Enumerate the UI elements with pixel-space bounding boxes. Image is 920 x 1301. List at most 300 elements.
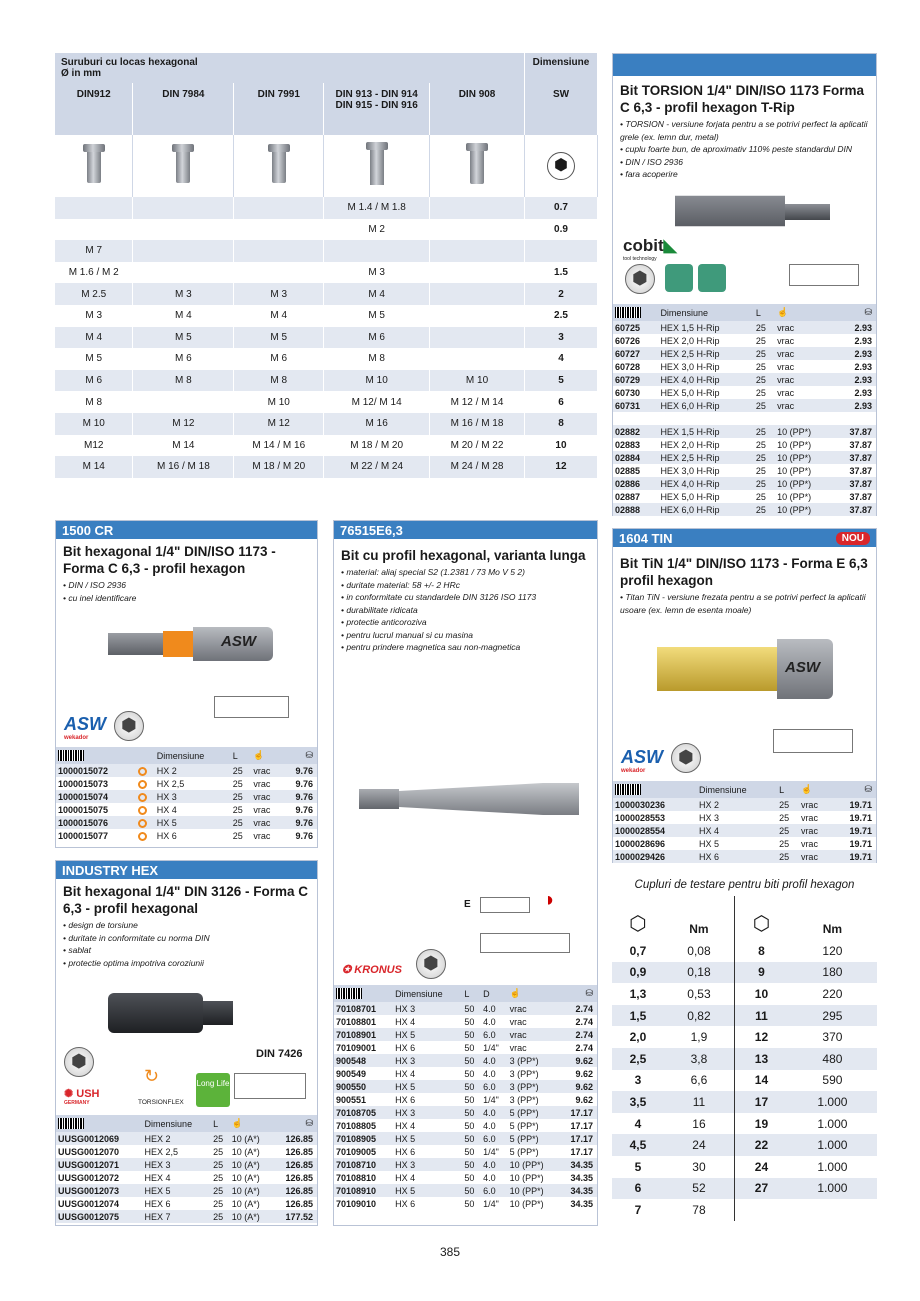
screw-cell: M 8: [324, 348, 430, 370]
product-code: 70109005: [336, 1146, 377, 1157]
product-cell: HX 3: [393, 1054, 462, 1067]
product-cell: 10 (PP*): [777, 465, 812, 476]
product-cell: 5 (PP*): [508, 1132, 559, 1145]
product-row: [56, 1197, 317, 1210]
product-code: 60728: [615, 361, 641, 372]
torque-size: 2,5: [612, 1048, 664, 1070]
product-cell: 6.0: [481, 1184, 507, 1197]
ush-logo: ✺ USH GERMANY: [64, 1088, 100, 1106]
product-row: [56, 790, 317, 803]
product-price: 9.76: [295, 830, 313, 841]
product-code: 70109010: [336, 1198, 377, 1209]
product-price: 2.93: [833, 347, 876, 360]
torque-value: 11: [664, 1091, 735, 1113]
product-code: 1000029426: [613, 850, 697, 863]
product-code: UUSG0012072: [58, 1172, 120, 1183]
product-cell: HX 5: [393, 1080, 462, 1093]
torque-unit-left: Nm: [689, 922, 709, 936]
product-code: 70108810: [336, 1172, 377, 1183]
product-row: [334, 1041, 597, 1054]
torsionflex-label: TORSIONFLEX: [138, 1099, 184, 1106]
screw-cell: M 8: [55, 391, 133, 413]
product-cell: 50: [462, 1002, 481, 1015]
dimension-header: Dimensiune: [143, 1115, 212, 1132]
screw-cell: M 16: [324, 413, 430, 435]
product-cell: HEX 2,5: [144, 1146, 179, 1157]
dimension-drawing: [773, 729, 853, 753]
product-cell: 50: [464, 1120, 475, 1131]
product-price: 17.17: [570, 1146, 593, 1157]
product-cell: HX 4: [395, 1172, 416, 1183]
product-cell: 25: [232, 830, 243, 841]
long-bullets: [334, 566, 597, 654]
product-cell: vrac: [775, 321, 833, 334]
product-cell: 25: [777, 798, 799, 811]
screw-cell: M 12/ M 14: [324, 391, 430, 413]
product-cell: HX 3: [393, 1002, 462, 1015]
torque-size: 0,9: [612, 962, 664, 984]
product-cell: vrac: [251, 764, 282, 777]
torque-size: 3,5: [612, 1091, 664, 1113]
bullet-item: • cu inel identificare: [63, 592, 310, 605]
product-cell: 50: [462, 1132, 481, 1145]
torque-value: 220: [822, 986, 843, 1001]
product-row: [334, 1093, 597, 1106]
coins-icon: ⛁: [559, 985, 597, 1002]
product-row: [613, 837, 876, 850]
torque-value: 1.000: [817, 1116, 848, 1131]
screw-cell: M 16 / M 18: [133, 456, 234, 478]
product-price: 9.62: [559, 1054, 597, 1067]
product-cell: HEX 4,0 H-Rip: [658, 477, 753, 490]
hand-icon: ☝: [230, 1115, 273, 1132]
screw-col-header: DIN 7991: [234, 83, 324, 135]
screw-cell: 2.5: [524, 305, 597, 327]
screw-col-header: DIN912: [55, 83, 133, 135]
product-cell: vrac: [253, 778, 271, 789]
ring-dot-icon: [136, 777, 155, 790]
torque-size: 9: [735, 962, 788, 984]
product-code: UUSG0012069: [56, 1132, 143, 1145]
torque-row: [612, 1199, 877, 1221]
product-cell: 1/4": [483, 1146, 499, 1157]
product-cell: HX 6: [697, 850, 777, 863]
product-cell: vrac: [777, 335, 795, 346]
product-row: [56, 1184, 317, 1197]
product-cell: 3 (PP*): [509, 1094, 539, 1105]
product-price: 37.87: [833, 425, 876, 438]
product-price: 2.93: [854, 387, 872, 398]
product-cell: HX 4: [395, 1120, 416, 1131]
barcode-icon: [334, 985, 393, 1002]
product-cell: 50: [462, 1158, 481, 1171]
screw-cell: 2: [524, 283, 597, 305]
product-cell: [658, 412, 753, 425]
product-cell: HEX 3: [143, 1158, 212, 1171]
torque-row: [612, 1091, 877, 1113]
screw-cell: M 3: [55, 305, 133, 327]
product-cell: HEX 2,5 H-Rip: [658, 451, 753, 464]
product-code: 02887: [615, 491, 641, 502]
product-cell: 25: [754, 321, 775, 334]
screw-cell: M 14: [133, 435, 234, 457]
tin-price-table: [613, 781, 876, 863]
torque-value: 590: [822, 1073, 843, 1088]
product-price: 9.62: [559, 1080, 597, 1093]
product-cell: 10 (PP*): [775, 477, 833, 490]
screw-cell: M 14 / M 16: [234, 435, 324, 457]
screw-cell: [133, 219, 234, 241]
product-price: 2.93: [833, 373, 876, 386]
torque-row: [612, 983, 877, 1005]
product-code: 70109001: [336, 1042, 377, 1053]
product-row: [334, 1158, 597, 1171]
product-code: 02882: [613, 425, 658, 438]
product-code: 1000015074: [56, 790, 136, 803]
screw-image-din908: [430, 135, 525, 197]
screw-cell: [234, 262, 324, 284]
product-price: 9.76: [282, 816, 317, 829]
industry-price-table: [56, 1115, 317, 1223]
product-cell: HX 4: [395, 1016, 416, 1027]
product-price: 9.76: [282, 764, 317, 777]
product-price: 19.71: [832, 824, 876, 837]
screw-table-row: [55, 391, 598, 413]
product-code: 02886: [613, 477, 658, 490]
product-code: 02884: [613, 451, 658, 464]
product-cell: HX 4: [697, 824, 777, 837]
torque-size: 10: [735, 983, 788, 1005]
product-cell: HEX 7: [143, 1210, 212, 1223]
product-price: 37.87: [849, 465, 872, 476]
screw-cell: 1.5: [524, 262, 597, 284]
dimension-header: Dimensiune: [393, 985, 462, 1002]
product-cell: 10 (PP*): [509, 1198, 544, 1209]
screw-cell: M 12: [234, 413, 324, 435]
torque-unit-right: Nm: [822, 922, 843, 936]
dimension-drawing: [480, 897, 530, 913]
screw-cell: M 18 / M 20: [234, 456, 324, 478]
torque-value: 78: [692, 1202, 706, 1217]
screw-table-row: [55, 456, 598, 478]
price-table-header: [613, 304, 876, 321]
screw-cell: [430, 327, 525, 349]
screw-cell: M 5: [133, 327, 234, 349]
ring-dot-icon: [136, 816, 155, 829]
product-cell: HX 5: [699, 838, 720, 849]
screw-cell: M 18 / M 20: [324, 435, 430, 457]
screw-cell: [133, 197, 234, 219]
screw-cell: 6: [524, 391, 597, 413]
screw-size-table: [55, 53, 598, 478]
hex-profile-icon: [64, 1047, 94, 1077]
torsion-badge-icon: [665, 264, 693, 292]
product-price: 17.17: [559, 1132, 597, 1145]
screw-table-row: [55, 283, 598, 305]
product-cell: 25: [211, 1158, 230, 1171]
screw-cell: M 5: [234, 327, 324, 349]
product-cell: 5 (PP*): [509, 1120, 539, 1131]
product-cell: [775, 412, 833, 425]
screw-table-row: [55, 327, 598, 349]
longlife-badge: Long Life: [196, 1073, 230, 1107]
screw-cell: [430, 283, 525, 305]
product-code: 70108705: [334, 1106, 393, 1119]
product-cell: 10 (A*): [231, 1198, 260, 1209]
product-cell: HX 6: [395, 1094, 416, 1105]
tin-bit-gold: [657, 647, 777, 691]
product-row: [56, 1171, 317, 1184]
product-price: 9.76: [282, 790, 317, 803]
product-row: [613, 360, 876, 373]
screw-cell: M 10: [430, 370, 525, 392]
industry-bit-image: [108, 993, 203, 1033]
torque-value: 1.000: [788, 1178, 877, 1200]
product-cell: 25: [754, 477, 775, 490]
product-cell: vrac: [253, 830, 271, 841]
industry-panel: [55, 860, 318, 1226]
product-code: 900550: [334, 1080, 393, 1093]
product-code: 900549: [336, 1068, 367, 1079]
screw-table-title: Suruburi cu locas hexagonal Ø in mm: [55, 53, 524, 83]
product-price: 19.71: [849, 812, 872, 823]
product-row: [613, 451, 876, 464]
bullet-item: • design de torsiune: [63, 919, 310, 932]
dimension-drawing-long: [480, 933, 570, 953]
bullet-item: • DIN / ISO 2936: [63, 579, 310, 592]
asw-logo: ASW wekador: [621, 747, 663, 774]
product-cell: 50: [464, 1198, 475, 1209]
torque-value: 370: [822, 1030, 843, 1045]
product-cell: vrac: [775, 347, 833, 360]
dimension-header: Dimensiune: [155, 747, 231, 764]
screw-cell: 0.9: [524, 219, 597, 241]
torsion-bit-tip: [785, 204, 830, 220]
product-row: [613, 438, 876, 451]
torque-value: 480: [788, 1048, 877, 1070]
torque-value: 24: [664, 1134, 735, 1156]
product-code: 70108905: [334, 1132, 393, 1145]
product-cell: 4.0: [483, 1120, 496, 1131]
screw-cell: M 1.6 / M 2: [55, 262, 133, 284]
torque-value: 6,6: [690, 1073, 708, 1088]
product-cell: 10 (A*): [231, 1146, 260, 1157]
ring-col: [136, 747, 155, 764]
product-cell: 6.0: [481, 1132, 507, 1145]
screw-cell: 4: [524, 348, 597, 370]
product-cell: HX 5: [393, 1132, 462, 1145]
screw-col-header: DIN 7984: [133, 83, 234, 135]
product-code: UUSG0012073: [56, 1184, 143, 1197]
screw-cell: 5: [524, 370, 597, 392]
product-row: [56, 1210, 317, 1223]
torque-size: 4: [634, 1116, 642, 1131]
screw-col-header: DIN 908: [430, 83, 525, 135]
screw-cell: [324, 240, 430, 262]
cr1500-bit-shank: ASW: [193, 627, 273, 661]
coins-icon: ⛁: [272, 1115, 317, 1132]
diameter-header: D: [481, 985, 507, 1002]
screw-cell: M 5: [324, 305, 430, 327]
product-cell: vrac: [509, 1042, 527, 1053]
product-cell: HEX 3,0 H-Rip: [660, 361, 720, 372]
bullet-item: • pentru prindere magnetica sau non-magnetica: [341, 641, 590, 654]
product-price: 34.35: [570, 1172, 593, 1183]
product-price: 34.35: [570, 1198, 593, 1209]
barcode-icon: [56, 747, 136, 764]
screw-cell: M 4: [324, 283, 430, 305]
torque-size: 4,5: [612, 1134, 664, 1156]
screw-cell: M 24 / M 28: [430, 456, 525, 478]
ring-dot-icon: [136, 803, 155, 816]
hand-icon: ☝: [251, 747, 282, 764]
product-cell: HEX 2: [143, 1132, 212, 1145]
product-code: UUSG0012071: [56, 1158, 143, 1171]
product-cell: 25: [213, 1172, 224, 1183]
germany-quality-icon: ◗: [544, 889, 557, 911]
product-cell: HEX 5: [143, 1184, 212, 1197]
hex-socket-icon: ⬢: [524, 135, 597, 197]
torsionflex-icon: ↻: [144, 1066, 160, 1086]
product-row: [334, 1015, 597, 1028]
product-row: [613, 503, 876, 516]
long-code: 76515E6,3: [334, 521, 597, 539]
screw-image-din7991: [234, 135, 324, 197]
product-cell: HEX 2,5 H-Rip: [658, 347, 753, 360]
product-cell: 10 (PP*): [775, 425, 833, 438]
torsion-bullets: [613, 118, 876, 181]
product-price: 126.85: [285, 1146, 313, 1157]
torsion-title: Bit TORSION 1/4" DIN/ISO 1173 Forma C 6,3 - profil hexagon T-Rip: [620, 83, 864, 115]
screw-cell: [133, 240, 234, 262]
screw-cell: M 6: [133, 348, 234, 370]
product-row: [613, 477, 876, 490]
torque-row: [612, 1048, 877, 1070]
industry-code: INDUSTRY HEX: [56, 861, 317, 879]
screw-cell: M 14: [55, 456, 133, 478]
product-cell: vrac: [508, 1028, 559, 1041]
cr1500-bit-tip: [108, 633, 163, 655]
product-cell: HEX 2,0 H-Rip: [660, 335, 720, 346]
product-cell: HX 3: [155, 790, 231, 803]
bullet-item: • fara acoperire: [620, 168, 869, 181]
product-cell: HX 6: [395, 1042, 416, 1053]
dimension-header: Dimensiune: [658, 304, 753, 321]
tin-header-bar: [613, 529, 876, 547]
product-row: [334, 1080, 597, 1093]
hex-outline-icon: ⬡: [629, 913, 647, 935]
cr1500-title: Bit hexagonal 1/4" DIN/ISO 1173 - Forma C 6,3 - profil hexagon: [63, 544, 276, 576]
product-code: 1000028554: [613, 824, 697, 837]
torque-value: 0,08: [687, 943, 711, 958]
barcode-icon: [613, 304, 658, 321]
product-cell: 25: [777, 824, 799, 837]
product-price: 19.71: [832, 798, 876, 811]
screw-cell: M 10: [234, 391, 324, 413]
product-price: 34.35: [559, 1184, 597, 1197]
product-cell: 25: [231, 816, 252, 829]
product-row: [56, 764, 317, 777]
product-price: 2.74: [559, 1002, 597, 1015]
screw-cell: [55, 197, 133, 219]
torque-title: Cupluri de testare pentru biti profil hexagon: [634, 879, 855, 891]
industry-title: Bit hexagonal 1/4" DIN 3126 - Forma C 6,3 - profil hexagonal: [63, 884, 308, 916]
product-cell: 25: [232, 804, 243, 815]
screw-cell: M 6: [55, 370, 133, 392]
product-cell: 50: [464, 1068, 475, 1079]
torque-size: 1,3: [629, 986, 647, 1001]
product-row: [613, 811, 876, 824]
torque-value: [788, 1199, 877, 1221]
screw-cell: 12: [524, 456, 597, 478]
product-cell: 10 (PP*): [509, 1172, 544, 1183]
barcode-icon: [613, 781, 697, 798]
screw-table-row: [55, 197, 598, 219]
product-cell: 4.0: [481, 1158, 507, 1171]
torque-size: 12: [735, 1026, 788, 1048]
product-cell: 25: [231, 764, 252, 777]
product-row: [334, 1067, 597, 1080]
product-cell: HX 4: [156, 804, 177, 815]
product-cell: 4.0: [481, 1002, 507, 1015]
product-cell: HEX 2,0 H-Rip: [660, 439, 720, 450]
product-row: [613, 798, 876, 811]
torque-size: 3: [634, 1073, 642, 1088]
product-price: 126.85: [285, 1198, 313, 1209]
screw-cell: M 10: [324, 370, 430, 392]
product-row: [613, 386, 876, 399]
torque-size: 6: [612, 1178, 664, 1200]
product-code: 02885: [615, 465, 641, 476]
bullet-item: • cuplu foarte bun, de aproximativ 110% peste standardul DIN: [620, 143, 869, 156]
product-cell: vrac: [251, 790, 282, 803]
product-cell: 50: [462, 1028, 481, 1041]
product-code: 1000015077: [58, 830, 109, 841]
product-price: 9.76: [295, 778, 313, 789]
kronus-logo: ✪ KRONUS: [342, 964, 402, 976]
product-row: [613, 464, 876, 477]
ring-dot-icon: [136, 764, 155, 777]
product-price: 37.87: [849, 439, 872, 450]
product-code: 70108801: [336, 1016, 377, 1027]
screw-cell: [234, 240, 324, 262]
product-cell: HEX 5,0 H-Rip: [660, 491, 720, 502]
product-price: 126.85: [272, 1158, 317, 1171]
product-code: UUSG0012075: [56, 1210, 143, 1223]
product-cell: HX 6: [156, 830, 177, 841]
product-cell: 25: [755, 387, 766, 398]
product-price: 177.52: [272, 1210, 317, 1223]
screw-table-row: [55, 305, 598, 327]
product-cell: 4.0: [481, 1106, 507, 1119]
product-cell: vrac: [777, 361, 795, 372]
product-row: [334, 1145, 597, 1158]
product-cell: 25: [754, 399, 775, 412]
product-cell: 10 (PP*): [777, 491, 812, 502]
screw-cell: M 3: [324, 262, 430, 284]
product-cell: HX 3: [393, 1106, 462, 1119]
product-cell: vrac: [799, 798, 832, 811]
screw-cell: [234, 219, 324, 241]
torque-size: 8: [735, 940, 788, 962]
torque-value: 180: [788, 962, 877, 984]
hex-profile-icon: [114, 711, 144, 741]
long-panel: [333, 520, 598, 1226]
screw-cell: M 4: [55, 327, 133, 349]
form-e-marker: E: [464, 899, 471, 910]
price-table-header: [56, 1115, 317, 1132]
product-price: 9.62: [575, 1068, 593, 1079]
